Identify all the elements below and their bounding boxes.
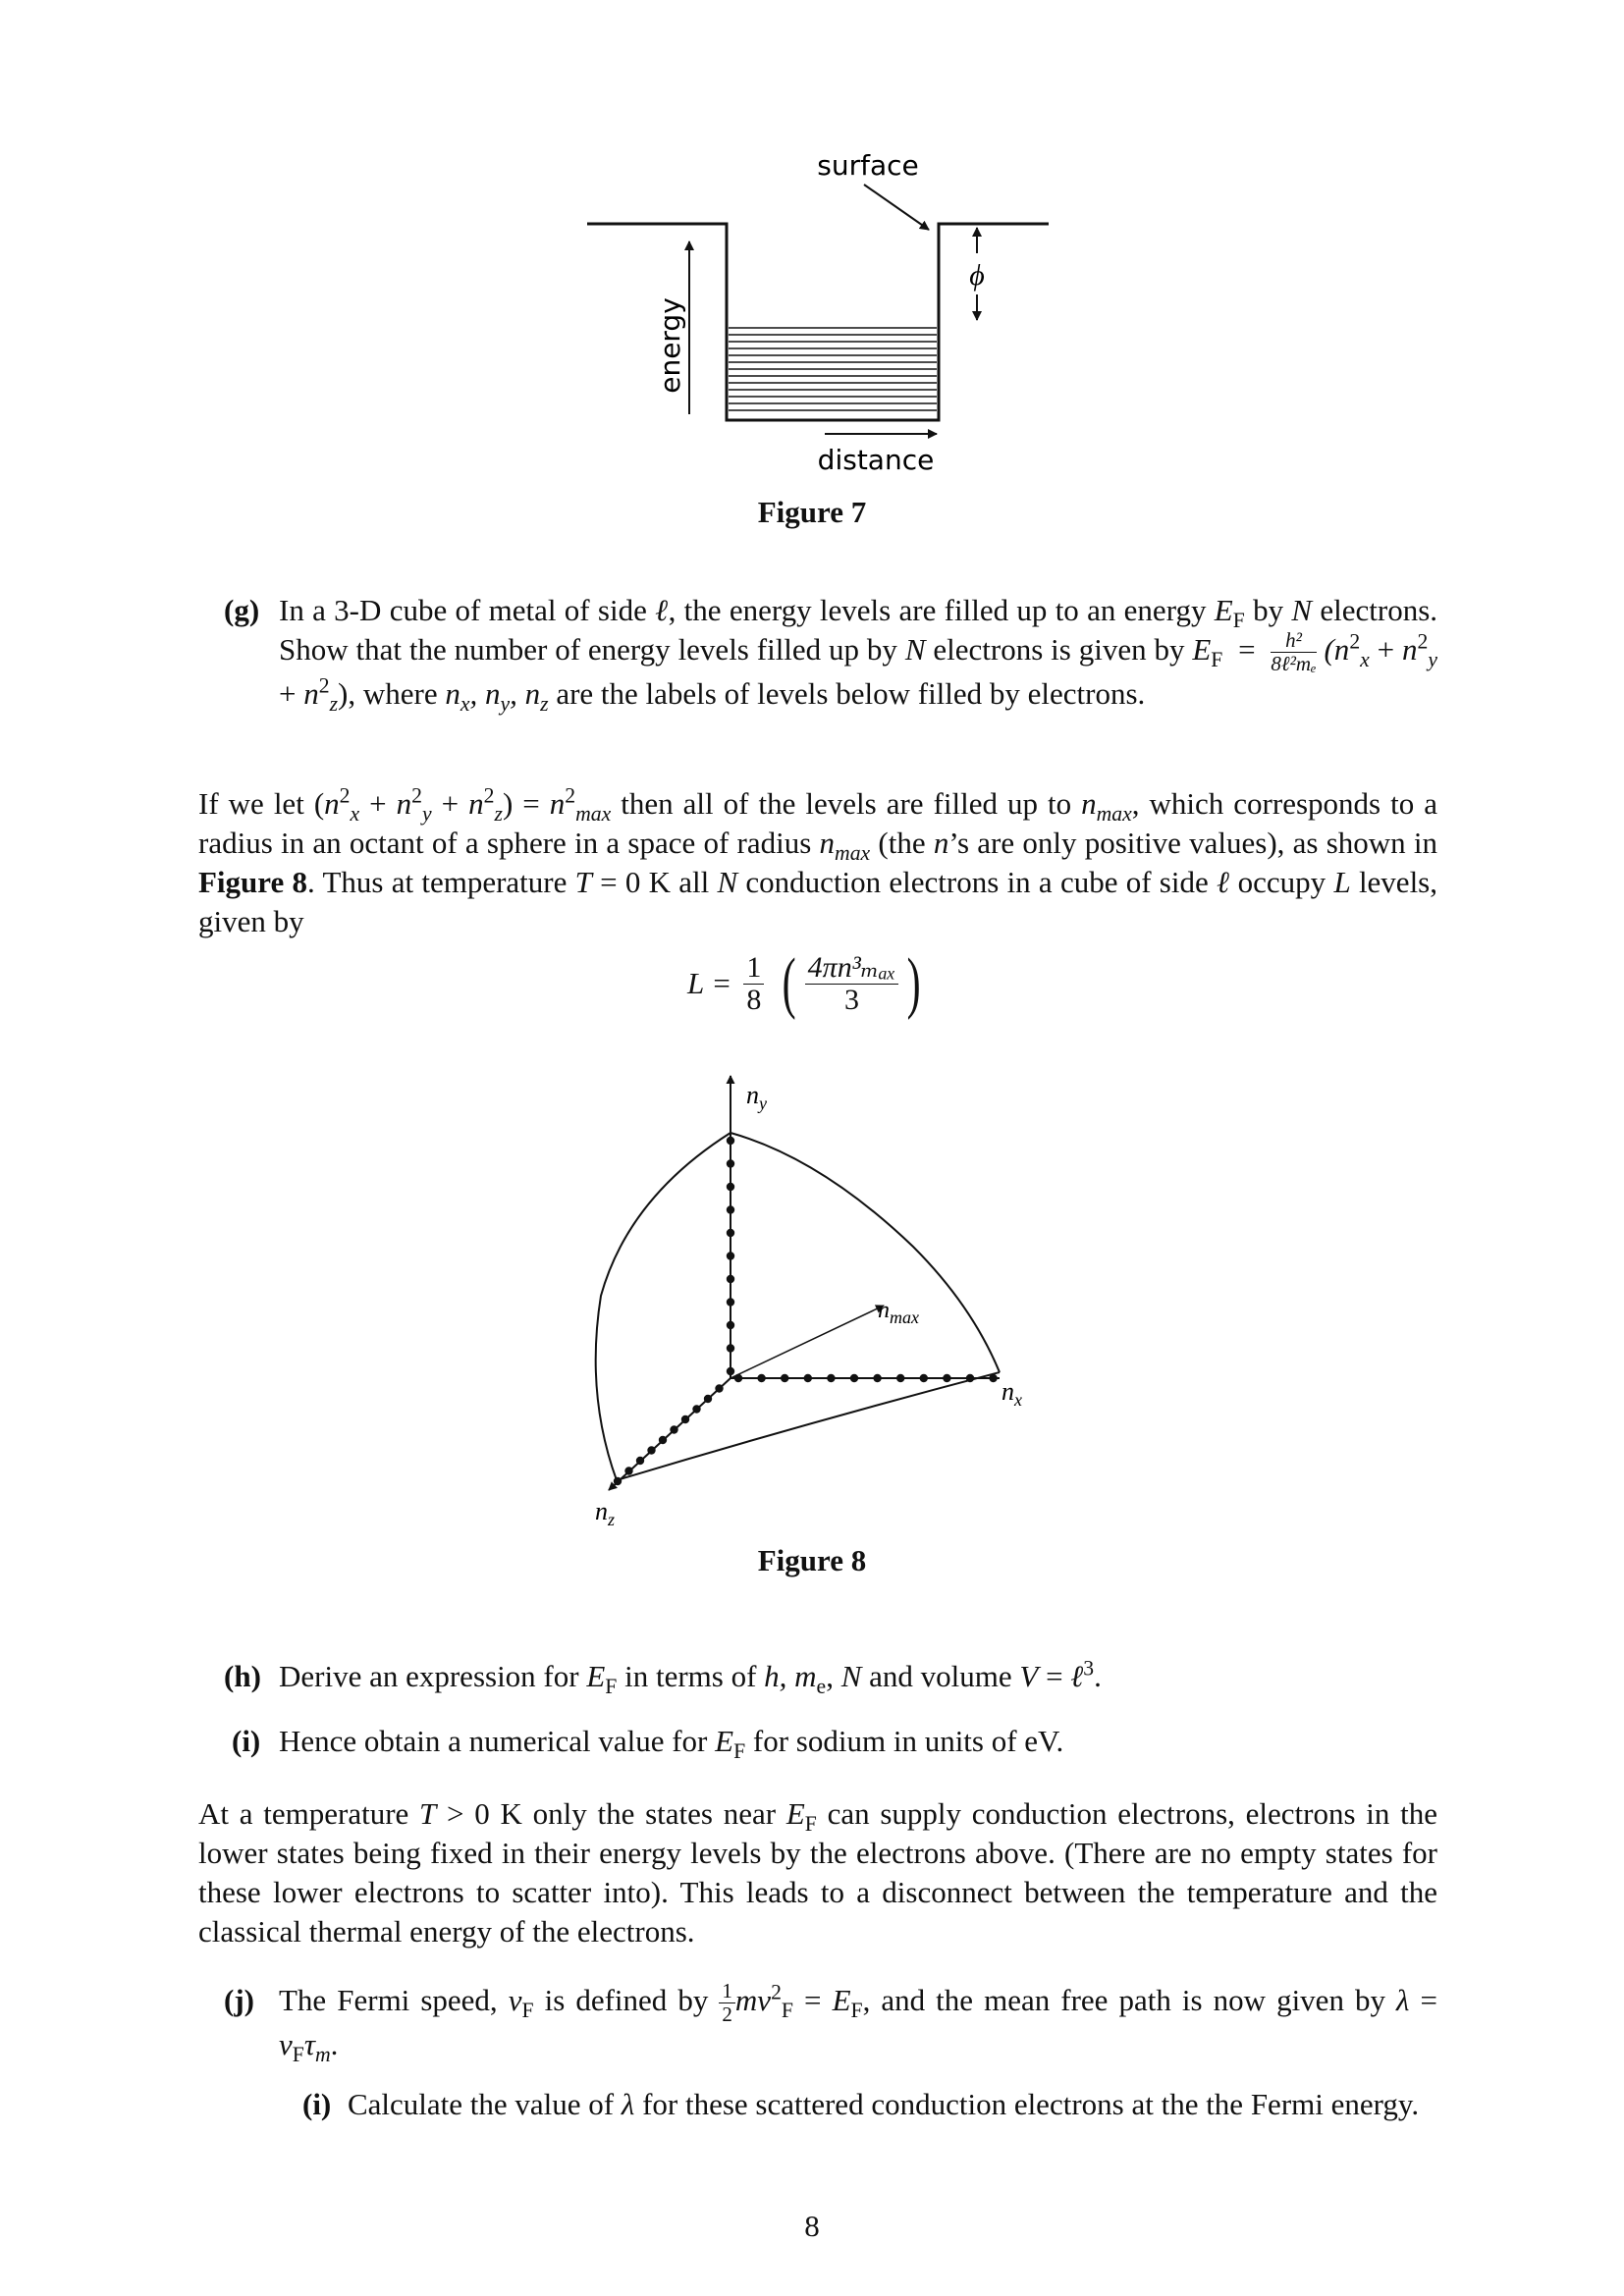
nz-lattice-point (647, 1446, 655, 1454)
paragraph-octant: If we let $(n^2_x + n^2_y + n^2_z) = n^2_{max}$ then all of the levels are filled up to $n_{max}$, which corresponds to a radius in an octant of a sphere in a space of radius $n_{max}$ (the n’s are only positive values), as shown in Figure 8. Thus at temperature T = 0 K all N conduction electrons in a cube of side ℓ occupy L levels, given by (198, 783, 1438, 938)
nz-lattice-point (636, 1457, 644, 1465)
filled-energy-levels (729, 328, 937, 410)
figure-7-caption: Figure 7 (757, 495, 867, 529)
part-j-i: (i) Calculate the value of λ for these scattered conduction electrons at the the Fermi energy. (297, 2085, 1437, 2124)
equation-L-lhs: L = (687, 966, 732, 1000)
nz-lattice-point (715, 1384, 723, 1392)
ny-lattice-point (727, 1344, 734, 1352)
part-h-label: (h) (224, 1659, 261, 1693)
ny-lattice-point (727, 1275, 734, 1283)
equation-L-one-eighth: $\frac{1}{8}$ (743, 953, 764, 1015)
figure-8-diagram (0, 1060, 1624, 1551)
part-i-label: (i) (232, 1724, 261, 1758)
nx-lattice-point (804, 1374, 812, 1382)
part-j-i-label: (i) (302, 2087, 332, 2121)
nx-lattice-point (966, 1374, 974, 1382)
figure-8-reference: Figure 8 (198, 865, 308, 899)
ny-lattice-point (727, 1137, 734, 1145)
nx-lattice-point (989, 1374, 997, 1382)
page-number: 8 (804, 2209, 820, 2243)
nx-lattice-point (757, 1374, 765, 1382)
surface-pointer-arrow (864, 185, 929, 230)
part-h: (h) Derive an expression for $E_F$ in terms of h, $m_e$, N and volume V = ℓ$^3$. (224, 1656, 1102, 1699)
part-j-label: (j) (224, 1983, 254, 2017)
ny-lattice-point (727, 1229, 734, 1237)
nz-lattice-point (681, 1415, 689, 1423)
nx-lattice-point (896, 1374, 904, 1382)
paragraph-temperature: At a temperature T > 0 K only the states near $E_F$ can supply conduction electrons, electrons in the lower states being fixed in their energy levels by the electrons above. (There are no empty states for these lower electrons to scatter into). This leads to a disconnect between the temperature and the classical thermal energy of the electrons. (198, 1796, 1438, 1949)
nmax-label: $n_{max}$ (878, 1298, 919, 1327)
ny-lattice-point (727, 1367, 734, 1375)
octant-arc-top-left (596, 1133, 731, 1480)
figure-8-caption: Figure 8 (757, 1543, 867, 1577)
nz-lattice-point (614, 1477, 622, 1485)
nx-lattice-point (850, 1374, 858, 1382)
ny-lattice-point (727, 1183, 734, 1191)
equation-L-volume-fraction: $\frac{\text{4πn³ₘₐₓ}}{3}$ (805, 953, 899, 1015)
ny-lattice-point (727, 1298, 734, 1306)
ny-lattice-point (727, 1252, 734, 1259)
nz-lattice-point (659, 1436, 667, 1444)
ny-lattice-point (727, 1159, 734, 1167)
equation-L: L = $\frac{1}{8}$ ( $\frac{\text{4πn³ₘₐₓ}}{3}$ ) (687, 945, 922, 1021)
nz-lattice-point (704, 1395, 712, 1403)
nx-lattice-point (734, 1374, 742, 1382)
nmax-radius-arrow (731, 1306, 884, 1378)
nx-lattice-point (873, 1374, 881, 1382)
nx-label: $n_x$ (1001, 1377, 1022, 1410)
phi-label: ϕ (969, 259, 985, 292)
surface-label: surface (817, 149, 919, 182)
part-g-fraction: $\frac{\text{h²}}{\text{8ℓ²mₑ}}$ (1271, 628, 1317, 676)
figure-7-diagram (0, 0, 1624, 510)
nx-lattice-point (827, 1374, 835, 1382)
nx-lattice-point (943, 1374, 950, 1382)
octant-arc-top-right (731, 1133, 1000, 1372)
nz-lattice-point (624, 1467, 632, 1474)
nz-lattice-point (692, 1405, 700, 1413)
ny-label: $n_y$ (746, 1081, 767, 1113)
distance-label: distance (817, 444, 935, 476)
part-g-label: (g) (224, 593, 260, 627)
nx-lattice-point (920, 1374, 928, 1382)
part-g: (g) In a 3-D cube of metal of side ℓ, the energy levels are filled up to an energy $E_F$ by N electrons. Show that the number of energy levels filled up by N electrons is given by $E_F$ = $\frac{\text{h²}}{\text{8ℓ²mₑ}}$ $(n^2_x + n^2_y + n^2_z)$, where $n_x$, $n_y$, $n_z$ are the labels of levels below filled by electrons. (224, 593, 1438, 717)
energy-label: energy (654, 297, 686, 394)
nx-lattice-point (781, 1374, 788, 1382)
part-i: (i) Hence obtain a numerical value for $E_F$ for sodium in units of eV. (232, 1724, 1064, 1764)
nz-label: $n_z$ (595, 1497, 616, 1529)
ny-lattice-point (727, 1205, 734, 1213)
nz-lattice-point (670, 1425, 677, 1433)
ny-lattice-point (727, 1321, 734, 1329)
part-j: (j) The Fermi speed, $v_F$ is defined by $\frac{1}{2}$ $mv^2_F = E_F$, and the mean free path is now given by $\lambda = v_F\tau_m$. (224, 1979, 1438, 2067)
